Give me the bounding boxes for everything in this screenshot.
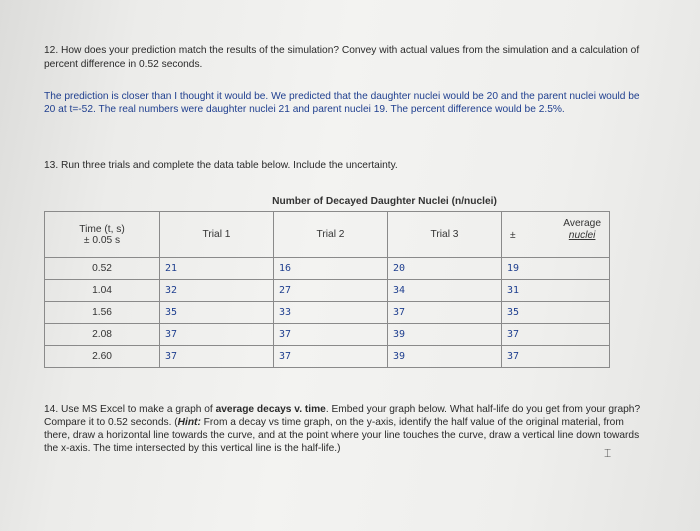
average-cell[interactable]: 37 xyxy=(502,324,610,346)
average-header xyxy=(502,212,610,258)
data-table xyxy=(44,191,610,368)
trial-3-cell[interactable]: 39 xyxy=(388,346,502,368)
q14-bold-phrase: average decays v. time xyxy=(215,404,326,415)
average-label: Average xyxy=(563,218,601,229)
trial-1-header: Trial 1 xyxy=(160,212,274,258)
average-cell[interactable]: 35 xyxy=(502,302,610,324)
trial-3-cell[interactable]: 37 xyxy=(388,302,502,324)
q14-hint-label: Hint: xyxy=(177,417,201,428)
table-row xyxy=(45,280,610,302)
answer-12[interactable]: The prediction is closer than I thought it would be. We predicted that the daughter nuclei would be 20 and the parent nuclei would be 20 at t=-52. The real numbers were daughter nuclei 21 and parent nuclei 19. The percent difference would be 2.5%. xyxy=(44,91,640,115)
average-cell[interactable]: 31 xyxy=(502,280,610,302)
q14-intro: 14. Use MS Excel to make a graph of xyxy=(44,404,216,415)
trial-2-cell[interactable]: 33 xyxy=(274,302,388,324)
q14-text: . Embed your graph below. What half-life do you get from your graph? Compare it to 0.52 seconds. ( xyxy=(44,404,641,428)
trial-3-cell[interactable]: 39 xyxy=(388,324,502,346)
trial-1-cell[interactable]: 35 xyxy=(160,302,274,324)
time-cell: 1.56 xyxy=(45,302,160,324)
trial-3-cell[interactable]: 20 xyxy=(388,258,502,280)
trial-2-cell[interactable]: 27 xyxy=(274,280,388,302)
trial-1-cell[interactable]: 21 xyxy=(160,258,274,280)
time-header xyxy=(45,212,160,258)
q14-hint-text: From a decay vs time graph, on the y-axis, identify the half value of the original material, from there, draw a horizontal line towards the curve, and at the point where your line touches the curve, draw a vertical line down towards the x-axis. The time intersected by this vertical line is the half-life.) xyxy=(44,417,640,454)
table-row xyxy=(45,258,610,280)
question-13: 13. Run three trials and complete the data table below. Include the uncertainty. xyxy=(44,160,398,171)
trial-1-cell[interactable]: 37 xyxy=(160,346,274,368)
average-unit: nuclei xyxy=(568,230,596,241)
time-header-uncertainty: ± 0.05 s xyxy=(83,234,121,246)
time-cell: 1.04 xyxy=(45,280,160,302)
trial-2-header: Trial 2 xyxy=(274,212,388,258)
table-row xyxy=(45,324,610,346)
trial-2-cell[interactable]: 37 xyxy=(274,324,388,346)
question-14 xyxy=(44,403,644,455)
time-cell: 2.60 xyxy=(45,346,160,368)
average-cell[interactable]: 19 xyxy=(502,258,610,280)
trial-3-header: Trial 3 xyxy=(388,212,502,258)
trial-2-cell[interactable]: 16 xyxy=(274,258,388,280)
average-cell[interactable]: 37 xyxy=(502,346,610,368)
time-header-label: Time (t, s) xyxy=(79,223,125,235)
trial-3-cell[interactable]: 34 xyxy=(388,280,502,302)
text-cursor-icon: ⌶ xyxy=(604,446,612,460)
table-row xyxy=(45,302,610,324)
trial-1-cell[interactable]: 32 xyxy=(160,280,274,302)
table-row xyxy=(45,346,610,368)
trial-2-cell[interactable]: 37 xyxy=(274,346,388,368)
time-cell: 0.52 xyxy=(45,258,160,280)
trial-1-cell[interactable]: 37 xyxy=(160,324,274,346)
question-12: 12. How does your prediction match the results of the simulation? Convey with actual values from the simulation and a calculation of percent difference in 0.52 seconds. xyxy=(44,45,640,70)
table-corner xyxy=(45,191,160,212)
table-caption: Number of Decayed Daughter Nuclei (n/nuclei) xyxy=(272,195,497,207)
time-cell: 2.08 xyxy=(45,324,160,346)
average-plusminus: ± xyxy=(510,230,516,241)
